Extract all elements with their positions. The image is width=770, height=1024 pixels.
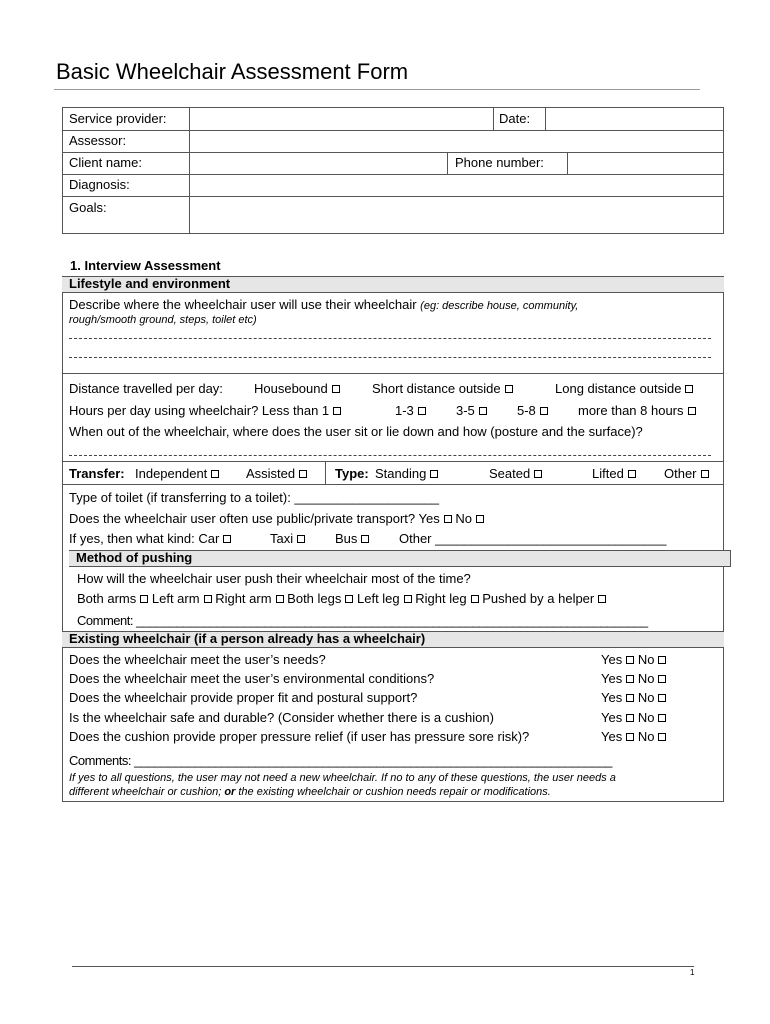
option-1-3[interactable]: 1-3 — [395, 403, 426, 418]
option-left-leg[interactable]: Left leg — [357, 591, 412, 606]
checkbox-icon — [333, 407, 341, 415]
diagnosis-field[interactable] — [191, 176, 722, 195]
answer-line[interactable] — [69, 455, 711, 457]
checkbox-icon — [628, 470, 636, 478]
toilet-question: Type of toilet (if transferring to a toilet): ____________________ — [69, 490, 440, 505]
service-provider-label: Service provider: — [69, 111, 167, 126]
out-of-chair-question: When out of the wheelchair, where does the user sit or lie down and how (posture and the surface)? — [69, 424, 643, 439]
checkbox-icon — [626, 733, 634, 741]
phone-number-label: Phone number: — [455, 155, 544, 170]
option-car[interactable]: If yes, then what kind: Car — [69, 531, 231, 546]
assessor-label: Assessor: — [69, 133, 127, 148]
checkbox-icon — [430, 470, 438, 478]
option-taxi[interactable]: Taxi — [270, 531, 305, 546]
checkbox-icon — [658, 694, 666, 702]
checkbox-icon[interactable] — [444, 515, 452, 523]
footer-rule — [72, 966, 694, 967]
checkbox-icon — [534, 470, 542, 478]
diagnosis-label: Diagnosis: — [69, 177, 130, 192]
checkbox-icon — [223, 535, 231, 543]
yes-no-needs[interactable]: Yes No — [601, 652, 666, 667]
option-5-8[interactable]: 5-8 — [517, 403, 548, 418]
checkbox-icon — [361, 535, 369, 543]
question-cushion: Does the cushion provide proper pressure relief (if user has pressure sore risk)? — [69, 729, 530, 744]
option-both-arms[interactable]: Both arms — [77, 591, 148, 606]
option-short-distance[interactable]: Short distance outside — [372, 381, 513, 396]
yes-no-environment[interactable]: Yes No — [601, 671, 666, 686]
checkbox-icon — [471, 595, 479, 603]
checkbox-icon — [626, 714, 634, 722]
phone-number-field[interactable] — [569, 154, 722, 173]
checkbox-icon — [299, 470, 307, 478]
option-both-legs[interactable]: Both legs — [287, 591, 353, 606]
question-environment: Does the wheelchair meet the user’s environmental conditions? — [69, 671, 435, 686]
option-right-arm[interactable]: Right arm — [215, 591, 283, 606]
question-safe: Is the wheelchair safe and durable? (Consider whether there is a cushion) — [69, 710, 494, 725]
checkbox-icon — [345, 595, 353, 603]
transport-question: Does the wheelchair user often use public/private transport? Yes No — [69, 511, 484, 526]
push-options — [77, 591, 606, 606]
service-provider-field[interactable] — [191, 109, 491, 128]
option-pushed-by-helper[interactable]: Pushed by a helper — [482, 591, 606, 606]
option-long-distance[interactable]: Long distance outside — [555, 381, 693, 396]
date-label: Date: — [499, 111, 531, 126]
transfer-label: Transfer: — [69, 466, 125, 481]
distance-label: Distance travelled per day: — [69, 381, 223, 396]
option-seated[interactable]: Seated — [489, 466, 542, 481]
other-transport[interactable]: Other ________________________________ — [399, 531, 667, 546]
option-standing[interactable]: Standing — [375, 466, 438, 481]
checkbox-icon — [688, 407, 696, 415]
existing-wheelchair-band: Existing wheelchair (if a person already has a wheelchair) — [62, 631, 724, 648]
yes-no-fit[interactable]: Yes No — [601, 690, 666, 705]
checkbox-icon — [505, 385, 513, 393]
checkbox-icon — [211, 470, 219, 478]
push-question: How will the wheelchair user push their wheelchair most of the time? — [77, 571, 471, 586]
option-other[interactable]: Other — [664, 466, 709, 481]
type-label: Type: — [335, 466, 369, 481]
checkbox-icon — [626, 656, 634, 664]
checkbox-icon — [332, 385, 340, 393]
yes-no-cushion[interactable]: Yes No — [601, 729, 666, 744]
checkbox-icon — [658, 733, 666, 741]
checkbox-icon — [540, 407, 548, 415]
option-left-arm[interactable]: Left arm — [152, 591, 212, 606]
question-fit: Does the wheelchair provide proper fit and postural support? — [69, 690, 418, 705]
comment-line[interactable]: Comment: ____________________________________________________________________________ — [77, 613, 648, 628]
checkbox-icon — [276, 595, 284, 603]
option-assisted[interactable]: Assisted — [246, 466, 307, 481]
checkbox-icon — [297, 535, 305, 543]
lifestyle-band: Lifestyle and environment — [62, 276, 724, 293]
option-lifted[interactable]: Lifted — [592, 466, 636, 481]
option-independent[interactable]: Independent — [135, 466, 219, 481]
checkbox-icon[interactable] — [476, 515, 484, 523]
option-less-than-1[interactable]: Hours per day using wheelchair? Less than 1 — [69, 403, 341, 418]
assessor-field[interactable] — [191, 132, 722, 151]
guidance-note: If yes to all questions, the user may not need a new wheelchair. If no to any of these questions, the user needs a — [69, 772, 616, 784]
describe-question: Describe where the wheelchair user will use their wheelchair (eg: describe house, community, — [69, 297, 579, 312]
comments-line[interactable]: Comments: _______________________________________________________________________ — [69, 753, 612, 768]
checkbox-icon — [626, 694, 634, 702]
pushing-band: Method of pushing — [69, 550, 731, 567]
checkbox-icon — [418, 407, 426, 415]
checkbox-icon — [140, 595, 148, 603]
option-more-than-8[interactable]: more than 8 hours — [578, 403, 696, 418]
page-number: 1 — [690, 968, 695, 977]
assessment-box — [62, 293, 724, 802]
answer-line[interactable] — [69, 338, 711, 340]
title-divider — [54, 89, 700, 90]
checkbox-icon — [626, 675, 634, 683]
checkbox-icon — [404, 595, 412, 603]
option-right-leg[interactable]: Right leg — [415, 591, 478, 606]
checkbox-icon — [204, 595, 212, 603]
option-housebound[interactable]: Housebound — [254, 381, 340, 396]
checkbox-icon — [701, 470, 709, 478]
describe-hint: rough/smooth ground, steps, toilet etc) — [69, 314, 257, 326]
goals-field[interactable] — [191, 198, 722, 232]
client-name-field[interactable] — [191, 154, 445, 173]
checkbox-icon — [658, 675, 666, 683]
section-heading: 1. Interview Assessment — [70, 258, 221, 273]
date-field[interactable] — [547, 109, 722, 128]
checkbox-icon — [658, 656, 666, 664]
guidance-note-2: different wheelchair or cushion; or the existing wheelchair or cushion needs repair or modifications. — [69, 786, 551, 798]
goals-label: Goals: — [69, 200, 107, 215]
client-name-label: Client name: — [69, 155, 142, 170]
option-3-5[interactable]: 3-5 — [456, 403, 487, 418]
checkbox-icon — [598, 595, 606, 603]
question-needs: Does the wheelchair meet the user’s needs? — [69, 652, 326, 667]
answer-line[interactable] — [69, 357, 711, 359]
yes-no-safe[interactable]: Yes No — [601, 710, 666, 725]
checkbox-icon — [658, 714, 666, 722]
checkbox-icon — [685, 385, 693, 393]
checkbox-icon — [479, 407, 487, 415]
page-title: Basic Wheelchair Assessment Form — [56, 59, 409, 84]
option-bus[interactable]: Bus — [335, 531, 369, 546]
